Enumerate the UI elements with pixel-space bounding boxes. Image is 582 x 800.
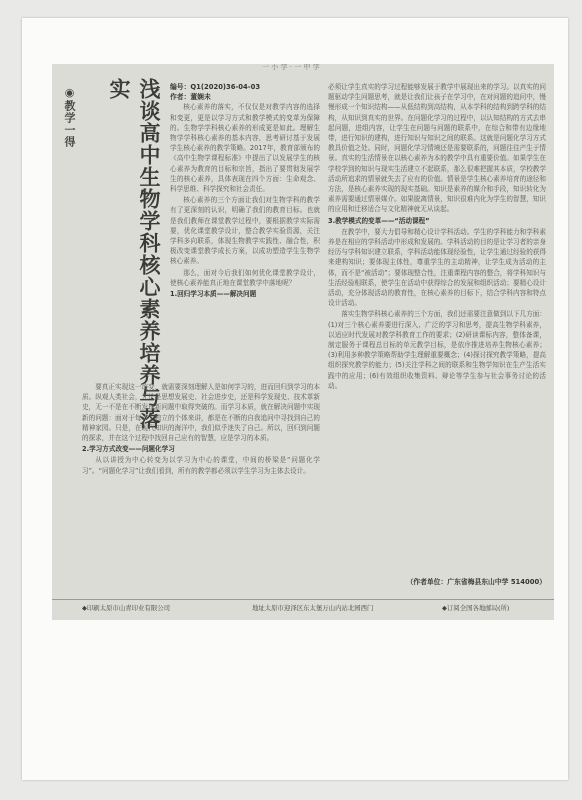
article-author: 作者：董娴未 [170,93,211,102]
footer-printer: ◆印刷太原市山青印业有限公司 [82,604,170,612]
article-column-right [328,82,546,592]
section-3-paragraph-1: 在教学中，要大力倡导和精心设计学科活动。学生的学科能力和学科素养是在相应的学科活动中形成和发展的。学科活动的目的是让学习者的亲身经历与学科知识建立联系，学科活动能体现经验性，让学生通过经验的获得来建构知识；要体现主体性，尊重学生的主动精神，让学生成为活动的主体，而不是“被活动”；要体现整合性，注重课程内容的整合，将学科知识与生活经验相联系，使学生在活动中获得综合的发展和组织活动；要精心设计活动，充分体现活动的教育性，在核心素养的目标下，结合学科内容和特点设计活动。 [328,227,546,308]
author-unit: （作者单位：广东省梅县东山中学 514000） [406,578,546,586]
section-3-paragraph-2: 落实生物学科核心素养的三个方面，我们还需要注意做到以下几方面：(1)对三个核心素养要进行深入、广泛的学习和思考，提高生物学科素养，以适应时代发展对教学科教育工作的要求；(2)研读课标内容，整体备课，制定服务于课程总目标的单元教学目标，是依序推进培养生物核心素养；(3)利用多种教学策略帮助学生理解重要概念；(4)探讨探究教学策略，提高组织探究教学的能力；(5)关注学科之间的联系和生物学知识在生产生活实践中的应用；(6)有效组织收集资料、辩论等学生参与社会事务讨论的活动。 [328,310,546,390]
intro-paragraph-3: 那么，面对今后我们如何优化课堂教学设计，使核心素养能真正地在课堂教学中落地呢？ [170,268,320,287]
newspaper-clipping [52,64,554,620]
article-code: 编号：Q1(2020)36-04-03 [170,83,261,91]
intro-paragraph-2: 核心素养的三个方面让我们对生物学科的教学有了更深刻的认识，明确了我们的教育目标。也就是我们教师在课堂教学过程中，要根据教学实际需要，优化课堂教学设计，整合教学实验资源，关注学科多向联系，体现生物教学实践性、融合性，积极改变课堂教学成长方案，以成功塑造学生生物学核心素养。 [170,196,320,266]
scanned-page [22,18,568,780]
article-column-intro [170,82,320,382]
section-2-heading: 2.学习方式改变——问题化学习 [82,445,175,454]
footer-address: 地址太原市迎泽区东太堡万山内站北园西门 [252,604,374,612]
section-2-paragraph: 从以讲授为中心转变为以学习为中心的课堂，中间的桥梁是“问题化学习”。“问题化学习”让我们看到，所有的教学都必须以学生学习为主体去设计。 [82,456,320,475]
footer-subscription: ◆订阅全国各地邮局(所) [442,604,510,612]
intro-paragraph-1: 核心素养的落实，不仅仅是对教学内容的选择和变更，更是以学习方式和教学模式的变革为保障的。生物学学科核心素养的形成更是如此。理解生物学学科核心素养的基本内容，思考研讨基于发展学生核心素养的教学策略。2017年，教育部颁布的《高中生物学课程标准》中提出了以发展学生的核心素养为教育的目标和宗旨，指出了要贯彻发展学生的核心素养，具体表现在四个方面：生命观念、科学思维、科学探究和社会责任。 [170,103,320,194]
clipping-top-fragment: 一 小 学 · 一 中 学 [262,64,320,71]
section-label: ◉教学一得 [63,86,76,148]
article-column-lower-left [82,382,320,614]
section-3-heading: 3.教学模式的变革——“活动课程” [328,216,430,225]
newspaper-footer [52,599,554,616]
section-1-heading: 1.回归学习本质——解决问题 [170,290,257,299]
article-title: 浅谈高中生物学科核心素养培养与落实 [107,78,162,430]
right-paragraph-1: 必须让学生真实的学习过程能够发展于教学中展现出来的学习。以真实的问题驱动学生问题思考，就是让我们让孩子在学习中，在对问题的追问中，慢慢形成一个知识结构——从低结构到高结构，从本学科的结构到跨学科的结构，从知识到真实的世界。在问题化学习的过程中，以认知结构的方式去串起问题，进组内容，让学生在问题与问题的联系中，在综合和带有边缘地带，进行知识的建构，进行知识与知识之间的联系。这就是问题化学习方式教具价值之处。同时，问题化学习情境还是需要联系的，问题往往产生于情景。真实的生活情景在以核心素养为本的教学中具有重要价值。如果学生在学校学到的知识与现实生活建立不起联系，那么很难把握其本质，学校教学活动所追求的情景就失去了应有的价值。情景是学生核心素养培育的途径和方法，是核心素养实现的现实基础。知识是素养的媒介和手段，知识转化为素养需要通过情景媒介。如果脱离情景，知识很难内化为学生的智慧，知识的应用和迁移适合与文化精神就无从谈起。 [328,83,546,214]
section-1-paragraph: 要真正实现这一改变，就需要深刻理解人是如何学习的，进而回归到学习的本质。纵观人类社会，无论是思想发展史、社会进步史，还是科学发现史、技术革新史，无一不是在不断发现新问题中取得突破的。而学习本质，就在解决问题中实现新的问题：面对于每一个独立的个体来讲，都是在不断的自我追问中寻找到自己的精神家园。只是，在现代知识的海洋中，我们似乎迷失了自己。所以，回归到问题的探求，并在这个过程中找回自己应有的智慧，应是学习的本质。 [82,383,320,443]
